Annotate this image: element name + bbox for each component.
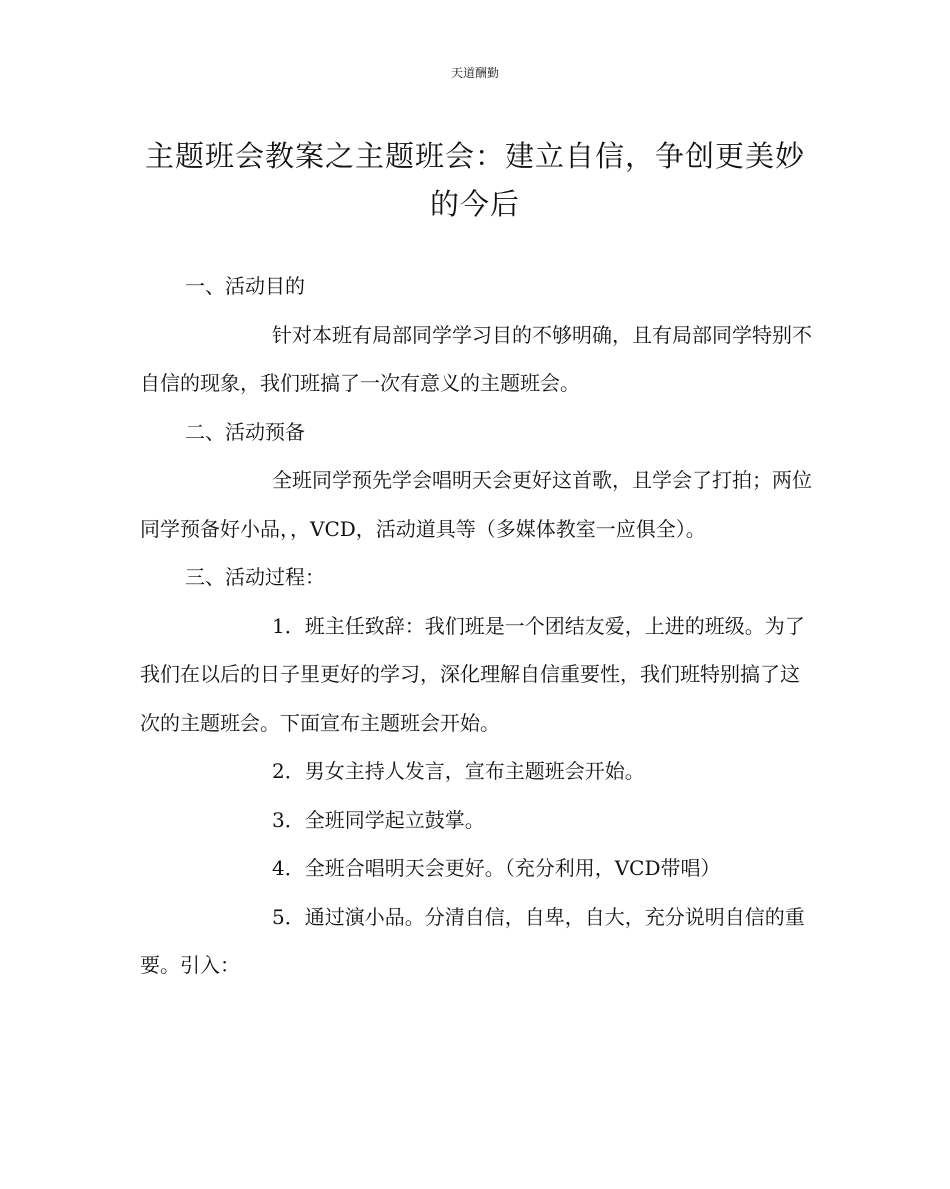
page-header: 天道酬勤 xyxy=(450,66,499,80)
process-step-5: 5．通过演小品。分清自信，自卑，自大，充分说明自信的重要。引入： xyxy=(140,904,805,977)
paragraph-preparation: 全班同学预先学会唱明天会更好这首歌，且学会了打拍；两位同学预备好小品，，VCD，活动道具等（多媒体教室一应俱全）。 xyxy=(140,468,812,541)
paragraph-purpose: 针对本班有局部同学学习目的不够明确，且有局部同学特别不自信的现象，我们班搞了一次有意义的主题班会。 xyxy=(140,322,812,395)
process-step-2: 2．男女主持人发言，宣布主题班会开始。 xyxy=(272,759,645,783)
process-step-4: 4．全班合唱明天会更好。（充分利用，VCD带唱） xyxy=(272,856,721,880)
process-step-1: 1．班主任致辞：我们班是一个团结友爱，上进的班级。为了我们在以后的日子里更好的学习，深化理解自信重要性，我们班特别搞了这次的主题班会。下面宣布主题班会开始。 xyxy=(140,613,805,735)
section-heading-purpose: 一、活动目的 xyxy=(185,274,305,298)
document-body xyxy=(140,262,812,990)
section-heading-process: 三、活动过程： xyxy=(185,565,325,589)
process-step-3: 3．全班同学起立鼓掌。 xyxy=(272,807,485,832)
section-heading-preparation: 二、活动预备 xyxy=(185,419,305,444)
document-title: 主题班会教案之主题班会：建立自信，争创更美妙的今后 xyxy=(144,139,805,221)
